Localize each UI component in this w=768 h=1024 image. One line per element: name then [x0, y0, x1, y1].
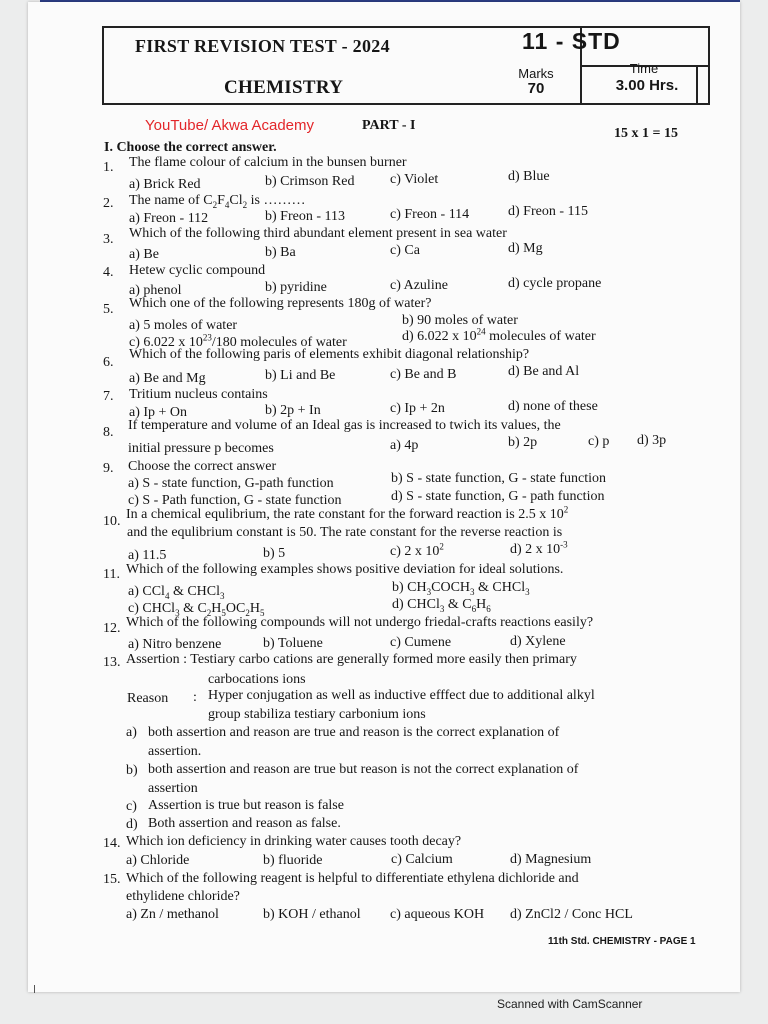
option-a: a) phenol — [129, 283, 182, 298]
option-b: b) 2p + In — [265, 403, 321, 418]
question-number: 5. — [103, 302, 114, 317]
question-text: The flame colour of calcium in the bunsen burner — [129, 155, 407, 170]
header-divider — [696, 65, 698, 105]
question-number: 6. — [103, 355, 114, 370]
option-b: b) $CH_3COCH_3$ & CHCl$_3$ — [392, 580, 530, 597]
option-d: d) Blue — [508, 169, 550, 184]
question-text: Which of the following paris of elements exhibit diagonal relationship? — [129, 347, 530, 362]
option-b: b) S - state function, G - state function — [391, 471, 607, 486]
question-number: 7. — [103, 389, 114, 404]
option-a: a) Ip + On — [129, 405, 188, 420]
question-number: 9. — [103, 461, 114, 476]
option-d: d) Xylene — [510, 634, 566, 649]
option-a: a) Nitro benzene — [128, 637, 222, 652]
question-text-cont: initial pressure p becomes — [128, 441, 274, 456]
option-d: d) 6.022 x $10^{24}$ molecules of water — [402, 326, 596, 344]
question-text: Which ion deficiency in drinking water causes tooth decay? — [126, 834, 462, 849]
question-text: Choose the correct answer — [128, 459, 277, 474]
reason-colon: : — [193, 690, 197, 705]
option-d: d) S - state function, G - path function — [391, 489, 605, 504]
reason-text: Hyper conjugation as well as inductive efffect due to additional alkyl — [208, 688, 595, 703]
question-text: Hetew cyclic compound — [129, 263, 266, 278]
option-c: c) Be and B — [390, 367, 457, 382]
option-a: a) Brick Red — [129, 177, 201, 192]
exam-title: FIRST REVISION TEST - 2024 — [135, 36, 390, 56]
question-text-cont: and the equlibrium constant is 50. The rate constant for the reverse reaction is — [127, 525, 563, 540]
option-a: both assertion and reason are true and reason is the correct explanation of — [148, 725, 560, 740]
question-text: Which of the following compounds will not undergo friedal-crafts reactions easily? — [126, 615, 594, 630]
question-text: Tritium nucleus contains — [129, 387, 268, 402]
option-c: c) CHCl$_3$ & $C_2H_5OC_2H_5$ — [128, 601, 265, 618]
option-c: Assertion is true but reason is false — [148, 798, 344, 813]
question-number: 4. — [103, 265, 114, 280]
question-text: Assertion : Testiary carbo cations are generally formed more easily then primary — [126, 652, 577, 667]
option-c: c) Azuline — [390, 278, 448, 293]
question-text-cont: carbocations ions — [208, 672, 306, 687]
option-a: a) 4p — [390, 438, 419, 453]
option-b: b) 5 — [263, 546, 286, 561]
reason-text-cont: group stabiliza testiary carbonium ions — [208, 707, 426, 722]
question-number: 12. — [103, 621, 121, 636]
option-c: c) Calcium — [391, 852, 453, 867]
question-text: If temperature and volume of an Ideal gas is increased to twich its values, the — [128, 418, 561, 433]
option-d: d) Magnesium — [510, 852, 592, 867]
option-c: c) Ca — [390, 243, 420, 258]
reason-label: Reason — [127, 691, 169, 706]
option-d: d) Be and Al — [508, 364, 580, 379]
standard-label: 11 - STD — [522, 28, 621, 54]
time-value: 3.00 Hrs. — [615, 77, 679, 94]
marks-value: 70 — [527, 80, 545, 97]
section-heading: I. Choose the correct answer. — [104, 140, 277, 155]
question-text-cont: ethylidene chloride? — [126, 889, 240, 904]
option-a-cont: assertion. — [148, 744, 202, 759]
option-d: d) ZnCl2 / Conc HCL — [510, 907, 633, 922]
option-a: a) 5 moles of water — [129, 318, 238, 333]
option-d: d) 2 x $10^{-3}$ — [510, 539, 568, 557]
time-label: Time — [629, 61, 659, 76]
option-b: b) Ba — [265, 245, 296, 260]
option-c-key: c) — [126, 799, 137, 814]
option-c: c) 6.022 x $10^{23}/180$ molecules of water — [129, 332, 347, 350]
question-text: In a chemical equlibrium, the rate constant for the forward reaction is 2.5 x $10^2$ — [126, 504, 569, 522]
option-b: b) 90 moles of water — [402, 313, 518, 328]
option-a: a) S - state function, G-path function — [128, 476, 334, 491]
option-c: c) S - Path function, G - state function — [128, 493, 342, 508]
option-a: a) 11.5 — [128, 548, 167, 563]
question-number: 11. — [103, 567, 120, 582]
question-number: 10. — [103, 514, 121, 529]
option-b: both assertion and reason are true but reason is not the correct explanation of — [148, 762, 579, 777]
option-b-cont: assertion — [148, 781, 198, 796]
page-footer: 11th Std. CHEMISTRY - PAGE 1 — [548, 936, 696, 947]
question-number: 13. — [103, 655, 121, 670]
option-b: b) Li and Be — [265, 368, 336, 383]
question-number: 8. — [103, 425, 114, 440]
question-number: 2. — [103, 196, 114, 211]
option-c: c) Cumene — [390, 635, 452, 650]
option-a: a) Be — [129, 247, 159, 262]
question-number: 3. — [103, 232, 114, 247]
option-b: b) fluoride — [263, 853, 323, 868]
option-a-key: a) — [126, 725, 137, 740]
option-d: d) none of these — [508, 399, 598, 414]
scanner-watermark: Scanned with CamScanner — [497, 997, 643, 1011]
option-c: c) aqueous KOH — [390, 907, 485, 922]
marks-formula: 15 x 1 = 15 — [614, 126, 678, 141]
option-d: d) Mg — [508, 241, 543, 256]
option-d-key: d) — [126, 817, 138, 832]
marks-label: Marks — [518, 66, 554, 81]
question-number: 1. — [103, 160, 114, 175]
option-b-key: b) — [126, 763, 138, 778]
option-a: a) Zn / methanol — [126, 907, 219, 922]
question-number: 14. — [103, 836, 121, 851]
option-d: Both assertion and reason as false. — [148, 816, 341, 831]
option-c: c) Freon - 114 — [390, 207, 470, 222]
option-a: a) CCl$_4$ & CHCl$_3$ — [128, 584, 225, 601]
question-text: Which of the following reagent is helpful to differentiate ethylena dichloride and — [126, 871, 579, 886]
option-b: b) Freon - 113 — [265, 209, 345, 224]
question-text: Which of the following third abundant element present in sea water — [129, 226, 507, 241]
part-label: PART - I — [362, 118, 416, 133]
option-b: b) 2p — [508, 435, 538, 450]
option-c: c) p — [588, 434, 610, 449]
subject-title: CHEMISTRY — [224, 77, 344, 98]
question-text: Which of the following examples shows positive deviation for ideal solutions. — [126, 562, 564, 577]
option-a: a) Be and Mg — [129, 371, 206, 386]
question-number: 15. — [103, 872, 121, 887]
option-b: b) pyridine — [265, 280, 327, 295]
promo-text: YouTube/ Akwa Academy — [145, 117, 314, 134]
option-d: d) cycle propane — [508, 276, 602, 291]
option-c: c) Ip + 2n — [390, 401, 445, 416]
option-b: b) Crimson Red — [265, 174, 355, 189]
option-c: c) 2 x $10^2$ — [390, 541, 444, 559]
option-a: a) Freon - 112 — [129, 211, 209, 226]
question-text: The name of $C_2F_4Cl_2$ is ……… — [129, 193, 306, 210]
question-text: Which one of the following represents 180g of water? — [129, 296, 432, 311]
option-c: c) Violet — [390, 172, 439, 187]
option-d: d) CHCl$_3$ & $C_6H_6$ — [392, 597, 491, 614]
option-b: b) KOH / ethanol — [263, 907, 361, 922]
margin-mark — [34, 985, 35, 993]
option-b: b) Toluene — [263, 636, 323, 651]
option-d: d) 3p — [637, 433, 667, 448]
option-a: a) Chloride — [126, 853, 190, 868]
option-d: d) Freon - 115 — [508, 204, 588, 219]
